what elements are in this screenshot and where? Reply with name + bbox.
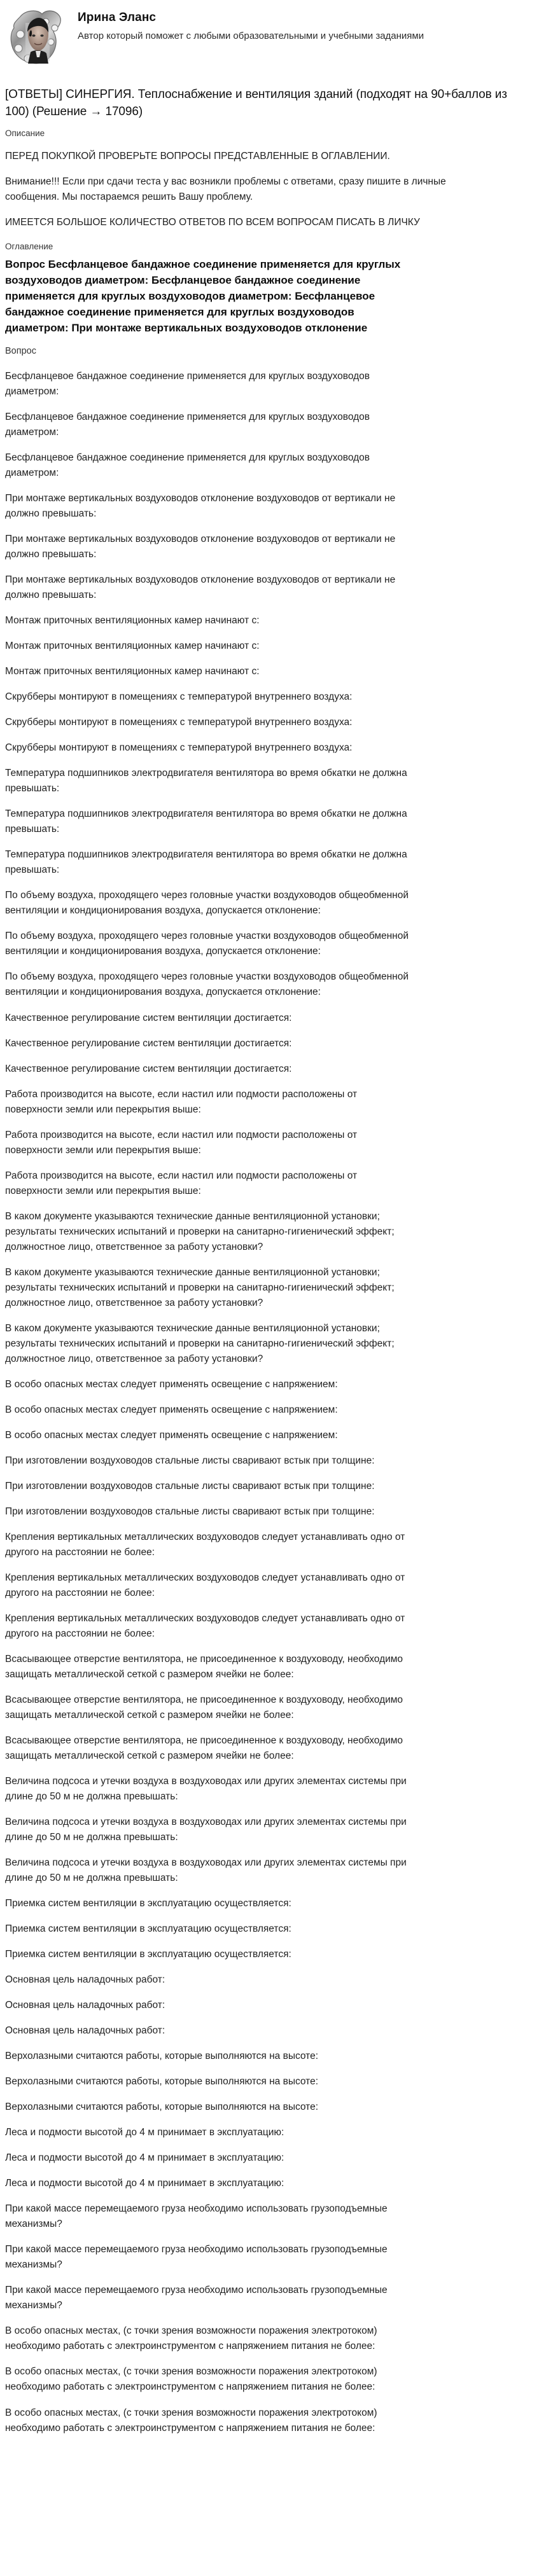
question-item: Температура подшипников электродвигателя вентилятора во время обкатки не должна превышать: (5, 808, 407, 835)
question-item: По объему воздуха, проходящего через головные участки воздуховодов общеобменной вентиляции и кондиционирования воздуха, допускается отклонение: (5, 931, 409, 957)
question-item: Крепления вертикальных металлических воздуховодов следует устанавливать одно от другого на расстоянии не более: (5, 1531, 405, 1558)
question-item: Монтаж приточных вентиляционных камер начинают с: (5, 641, 260, 652)
question-item: Основная цель наладочных работ: (5, 2025, 165, 2037)
question-item: В каком документе указываются технические данные вентиляционной установки; результаты технических испытаний и проверки на санитарно-гигиенический эффект; должностное лицо, ответственное за работу установки? (5, 1322, 395, 1364)
question-item: Основная цель наладочных работ: (5, 2000, 165, 2011)
question-item: При монтаже вертикальных воздуховодов отклонение воздуховодов от вертикали не должно превышать: (5, 493, 396, 520)
question-item: Леса и подмости высотой до 4 м принимает в эксплуатацию: (5, 2127, 284, 2138)
question-item: В особо опасных местах следует применять освещение с напряжением: (5, 1404, 338, 1415)
question-item: Работа производится на высоте, если настил или подмости расположены от поверхности земли или перекрытия выше: (5, 1088, 358, 1115)
question-item: Температура подшипников электродвигателя вентилятора во время обкатки не должна превышать: (5, 768, 407, 794)
question-item: В особо опасных местах следует применять освещение с напряжением: (5, 1378, 338, 1390)
author-tagline: Автор который поможет с любыми образовательными и учебными заданиями (78, 30, 424, 41)
question-item: Величина подсоса и утечки воздуха в воздуховодах или других элементах системы при длине до 50 м не должна превышать: (5, 1817, 407, 1843)
author-header (0, 0, 539, 75)
question-item: Качественное регулирование систем вентиляции достигается: (5, 1037, 292, 1049)
question-item: При какой массе перемещаемого груза необходимо использовать грузоподъемные механизмы? (5, 2203, 388, 2230)
question-item: Основная цель наладочных работ: (5, 1974, 165, 1986)
author-name: Ирина Эланс (78, 11, 157, 24)
question-label: Вопрос (5, 346, 36, 357)
question-item: По объему воздуха, проходящего через головные участки воздуховодов общеобменной вентиляции и кондиционирования воздуха, допускается отклонение: (5, 971, 409, 998)
question-item: Величина подсоса и утечки воздуха в воздуховодах или других элементах системы при длине до 50 м не должна превышать: (5, 1776, 407, 1803)
toc-heading: Вопрос Бесфланцевое бандажное соединение применяется для круглых воздуховодов диаметром: Бесфланцевое бандажное соединение применяется для круглых воздуховодов диаметром: Бесфланцевое бандажное соединение применяется для круглых воздуховодов диаметром: При монтаже вертикальных воздуховодов отклонение (5, 258, 401, 335)
question-item: Качественное регулирование систем вентиляции достигается: (5, 1063, 292, 1074)
question-item: Леса и подмости высотой до 4 м принимает в эксплуатацию: (5, 2152, 284, 2164)
question-item: Качественное регулирование систем вентиляции достигается: (5, 1012, 292, 1023)
question-item: Верхолазными считаются работы, которые выполняются на высоте: (5, 2102, 319, 2113)
question-item: Бесфланцевое бандажное соединение применяется для круглых воздуховодов диаметром: (5, 412, 370, 438)
question-item: В особо опасных местах, (с точки зрения возможности поражения электротоком) необходимо работать с электроинструментом с напряжением питания не более: (5, 2366, 377, 2393)
question-item: Скрубберы монтируют в помещениях с температурой внутреннего воздуха: (5, 691, 353, 703)
question-item: Приемка систем вентиляции в эксплуатацию осуществляется: (5, 1898, 291, 1909)
question-item: При монтаже вертикальных воздуховодов отклонение воздуховодов от вертикали не должно превышать: (5, 534, 396, 560)
question-item: По объему воздуха, проходящего через головные участки воздуховодов общеобменной вентиляции и кондиционирования воздуха, допускается отклонение: (5, 890, 409, 917)
question-item: Температура подшипников электродвигателя вентилятора во время обкатки не должна превышать: (5, 849, 407, 876)
question-item: Монтаж приточных вентиляционных камер начинают с: (5, 615, 260, 627)
answers-availability-notice: ИМЕЕТСЯ БОЛЬШОЕ КОЛИЧЕСТВО ОТВЕТОВ ПО ВСЕМ ВОПРОСАМ ПИСАТЬ В ЛИЧКУ (5, 217, 420, 228)
page-title: [ОТВЕТЫ] СИНЕРГИЯ. Теплоснабжение и вентиляция зданий (подходят на 90+баллов из 100) (Решение → 17096) (5, 88, 507, 118)
question-item: Скрубберы монтируют в помещениях с температурой внутреннего воздуха: (5, 742, 353, 754)
question-item: При изготовлении воздуховодов стальные листы сваривают встык при толщине: (5, 1506, 375, 1517)
question-item: В каком документе указываются технические данные вентиляционной установки; результаты технических испытаний и проверки на санитарно-гигиенический эффект; должностное лицо, ответственное за работу установки? (5, 1266, 395, 1308)
question-item: Скрубберы монтируют в помещениях с температурой внутреннего воздуха: (5, 717, 353, 728)
question-item: При какой массе перемещаемого груза необходимо использовать грузоподъемные механизмы? (5, 2285, 388, 2311)
question-item: Верхолазными считаются работы, которые выполняются на высоте: (5, 2076, 319, 2088)
question-item: При изготовлении воздуховодов стальные листы сваривают встык при толщине: (5, 1480, 375, 1492)
question-item: Леса и подмости высотой до 4 м принимает в эксплуатацию: (5, 2178, 284, 2189)
question-item: Монтаж приточных вентиляционных камер начинают с: (5, 666, 260, 677)
question-item: Всасывающее отверстие вентилятора, не присоединенное к воздуховоду, необходимо защищать металлической сеткой с размером ячейки не более: (5, 1653, 403, 1680)
toc-label: Оглавление (5, 242, 53, 252)
purchase-notice: ПЕРЕД ПОКУПКОЙ ПРОВЕРЬТЕ ВОПРОСЫ ПРЕДСТАВЛЕННЫЕ В ОГЛАВЛЕНИИ. (5, 151, 390, 162)
question-item: Работа производится на высоте, если настил или подмости расположены от поверхности земли или перекрытия выше: (5, 1129, 358, 1156)
question-item: При монтаже вертикальных воздуховодов отклонение воздуховодов от вертикали не должно превышать: (5, 574, 396, 601)
question-item: Крепления вертикальных металлических воздуховодов следует устанавливать одно от другого на расстоянии не более: (5, 1612, 405, 1639)
question-item: Верхолазными считаются работы, которые выполняются на высоте: (5, 2051, 319, 2062)
author-info (78, 5, 539, 43)
question-item: Работа производится на высоте, если настил или подмости расположены от поверхности земли или перекрытия выше: (5, 1170, 358, 1196)
question-item: В каком документе указываются технические данные вентиляционной установки; результаты технических испытаний и проверки на санитарно-гигиенический эффект; должностное лицо, ответственное за работу установки? (5, 1210, 395, 1252)
question-item: Бесфланцевое бандажное соединение применяется для круглых воздуховодов диаметром: (5, 452, 370, 479)
question-list (0, 369, 539, 2436)
question-item: Приемка систем вентиляции в эксплуатацию осуществляется: (5, 1949, 291, 1960)
question-item: Величина подсоса и утечки воздуха в воздуховодах или других элементах системы при длине до 50 м не должна превышать: (5, 1857, 407, 1884)
attention-notice: Внимание!!! Если при сдачи теста у вас возникли проблемы с ответами, сразу пишите в личные сообщения. Мы постараемся решить Вашу проблему. (5, 176, 446, 203)
question-item: Крепления вертикальных металлических воздуховодов следует устанавливать одно от другого на расстоянии не более: (5, 1572, 405, 1598)
question-item: В особо опасных местах следует применять освещение с напряжением: (5, 1429, 338, 1441)
author-avatar-photo[interactable] (5, 5, 71, 71)
question-item: При изготовлении воздуховодов стальные листы сваривают встык при толщине: (5, 1455, 375, 1466)
question-item: В особо опасных местах, (с точки зрения возможности поражения электротоком) необходимо работать с электроинструментом с напряжением питания не более: (5, 2325, 377, 2352)
question-item: Всасывающее отверстие вентилятора, не присоединенное к воздуховоду, необходимо защищать металлической сеткой с размером ячейки не более: (5, 1735, 403, 1762)
question-item: В особо опасных местах, (с точки зрения возможности поражения электротоком) необходимо работать с электроинструментом с напряжением питания не более: (5, 2407, 377, 2434)
question-item: Бесфланцевое бандажное соединение применяется для круглых воздуховодов диаметром: (5, 371, 370, 398)
question-item: Всасывающее отверстие вентилятора, не присоединенное к воздуховоду, необходимо защищать металлической сеткой с размером ячейки не более: (5, 1694, 403, 1721)
question-item: При какой массе перемещаемого груза необходимо использовать грузоподъемные механизмы? (5, 2244, 388, 2271)
description-label: Описание (5, 128, 45, 138)
question-item: Приемка систем вентиляции в эксплуатацию осуществляется: (5, 1923, 291, 1935)
